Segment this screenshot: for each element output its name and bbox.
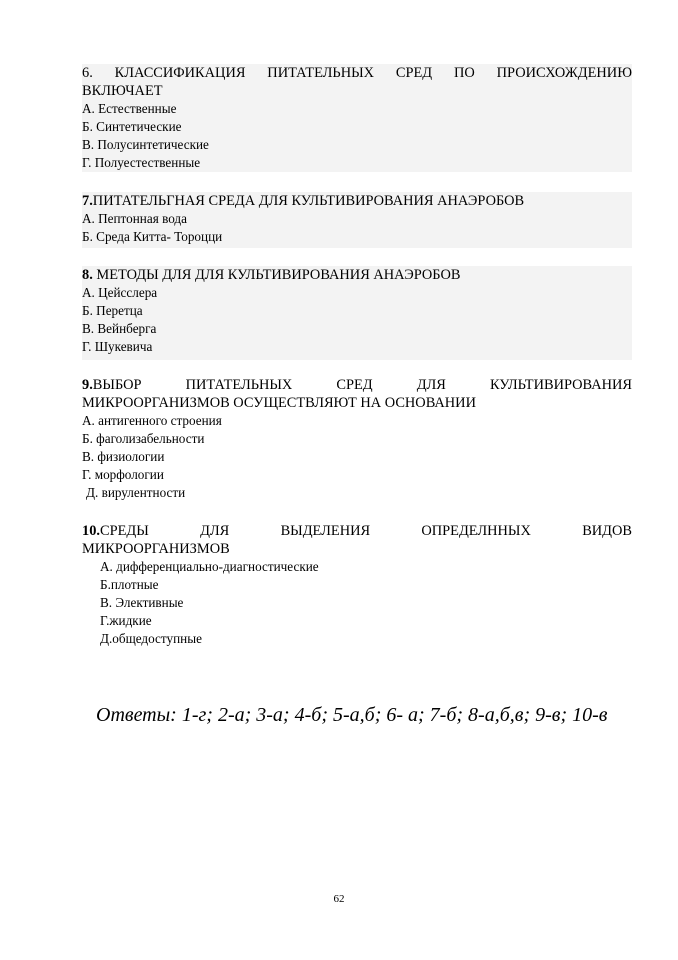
question-9-option-d: Г. морфологии [82, 467, 164, 482]
question-9-number: 9. [82, 377, 93, 393]
question-8-number: 8. [82, 267, 93, 283]
question-7 [82, 192, 632, 248]
question-9-option-b: Б. фаголизабельности [82, 431, 205, 446]
question-6-number: 6. [82, 65, 93, 81]
question-10-number: 10. [82, 523, 100, 539]
question-6-title-line2: ВКЛЮЧАЕТ [82, 83, 163, 99]
question-7-number: 7. [82, 193, 93, 209]
answer-key: Ответы: 1-г; 2-а; 3-а; 4-б; 5-а,б; 6- а; 7-б; 8-а,б,в; 9-в; 10-в [96, 704, 608, 726]
question-9-option-e: Д. вирулентности [86, 485, 186, 500]
question-6-text: КЛАССИФИКАЦИЯ ПИТАТЕЛЬНЫХ СРЕД ПО ПРОИСХОЖДЕНИЮ [114, 65, 632, 81]
question-9-option-a: А. антигенного строения [82, 413, 222, 428]
question-6-title-line1 [82, 64, 632, 82]
question-8-option-c: В. Вейнберга [82, 321, 157, 336]
question-9-title-line2: МИКРООРГАНИЗМОВ ОСУЩЕСТВЛЯЮТ НА ОСНОВАНИИ [82, 395, 476, 411]
question-10 [82, 522, 632, 648]
question-8-option-d: Г. Шукевича [82, 339, 153, 354]
question-7-option-a: А. Пептонная вода [82, 211, 187, 226]
question-8-text: МЕТОДЫ ДЛЯ ДЛЯ КУЛЬТИВИРОВАНИЯ АНАЭРОБОВ [92, 267, 461, 283]
question-6-option-d: Г. Полуестественные [82, 155, 201, 170]
question-6-option-b: Б. Синтетические [82, 119, 182, 134]
question-9-title-line1 [82, 376, 632, 394]
question-10-text: СРЕДЫ ДЛЯ ВЫДЕЛЕНИЯ ОПРЕДЕЛННЫХ ВИДОВ [100, 523, 632, 539]
question-8-title [82, 266, 632, 284]
question-8 [82, 266, 632, 360]
question-8-option-a: А. Цейсслера [82, 285, 158, 300]
question-7-text: ПИТАТЕЛЬГНАЯ СРЕДА ДЛЯ КУЛЬТИВИРОВАНИЯ АНАЭРОБОВ [92, 193, 525, 209]
question-10-option-c: В. Элективные [100, 595, 184, 610]
question-10-option-e: Д.общедоступные [100, 631, 202, 646]
question-9 [82, 376, 632, 502]
question-7-option-b: Б. Среда Китта- Тороцци [82, 229, 223, 244]
question-10-title-line1 [82, 522, 632, 540]
question-9-text: ВЫБОР ПИТАТЕЛЬНЫХ СРЕД ДЛЯ КУЛЬТИВИРОВАНИЯ [92, 377, 632, 393]
question-9-option-c: В. физиологии [82, 449, 165, 464]
page-number: 62 [333, 893, 345, 905]
question-6-option-a: А. Естественные [82, 101, 177, 116]
question-7-title [82, 192, 632, 210]
question-10-option-b: Б.плотные [100, 577, 159, 592]
question-6 [82, 64, 632, 172]
question-10-option-d: Г.жидкие [100, 613, 152, 628]
question-10-option-a: А. дифференциально-диагностические [100, 559, 319, 574]
question-10-title-line2: МИКРООРГАНИЗМОВ [82, 541, 230, 557]
question-6-option-c: В. Полусинтетические [82, 137, 209, 152]
question-8-option-b: Б. Перетца [82, 303, 143, 318]
